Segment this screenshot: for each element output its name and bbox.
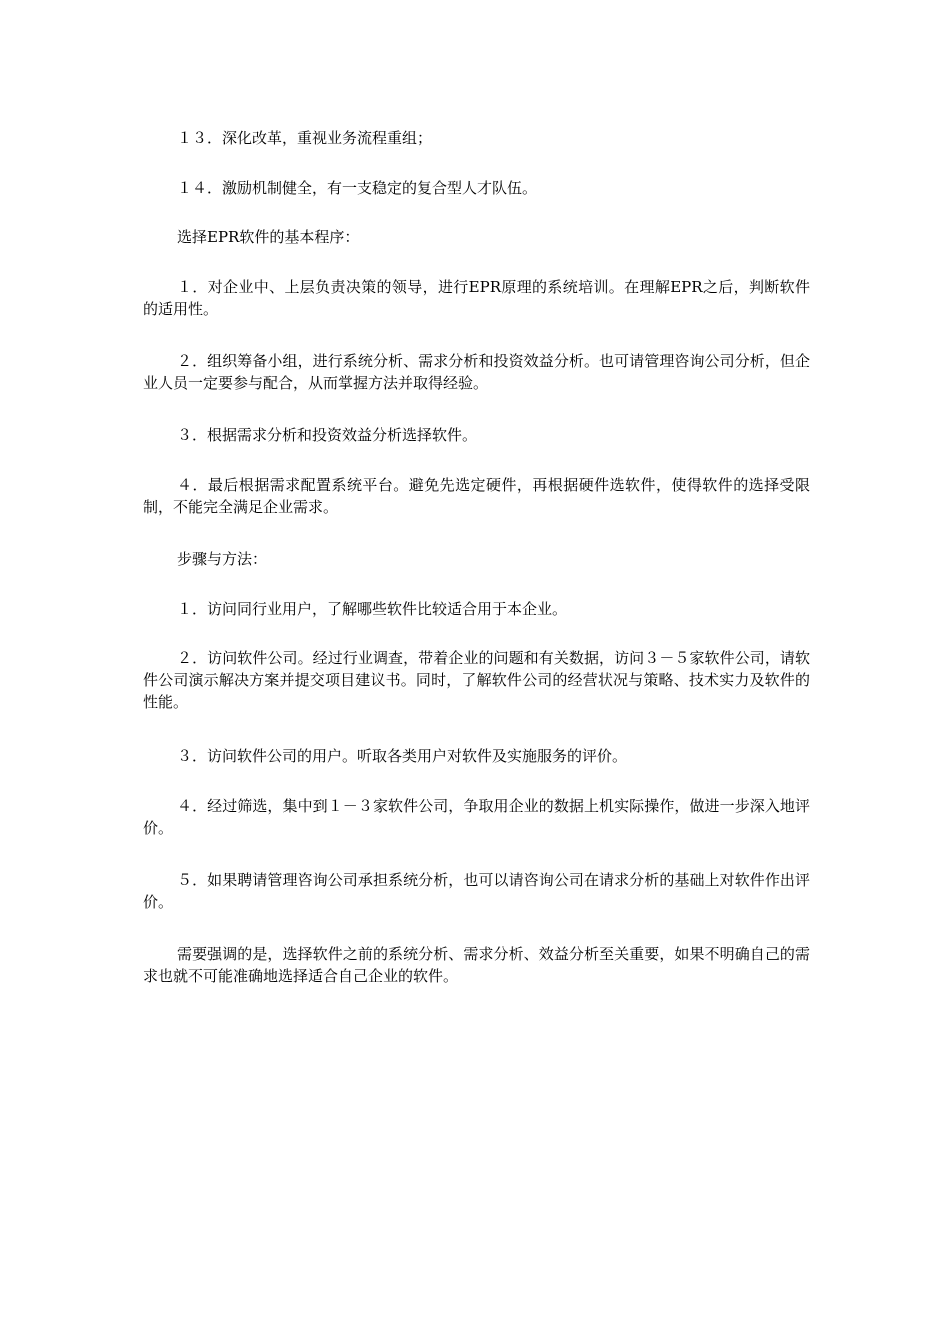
section-heading-procedure: 选择EPR软件的基本程序：: [177, 228, 360, 246]
paragraph-step-4: ４．经过筛选，集中到１－３家软件公司，争取用企业的数据上机实际操作，做进一步深入地评价。: [143, 797, 810, 837]
paragraph-procedure-1: １．对企业中、上层负责决策的领导，进行EPR原理的系统培训。在理解EPR之后，判断软件的适用性。: [143, 278, 810, 318]
paragraph-conclusion: 需要强调的是，选择软件之前的系统分析、需求分析、效益分析至关重要，如果不明确自己的需求也就不可能准确地选择适合自己企业的软件。: [143, 945, 810, 985]
paragraph-procedure-2: ２．组织筹备小组，进行系统分析、需求分析和投资效益分析。也可请管理咨询公司分析，但企业人员一定要参与配合，从而掌握方法并取得经验。: [143, 352, 810, 392]
paragraph-item-13: １３．深化改革，重视业务流程重组；: [177, 129, 433, 147]
paragraph-step-2: ２．访问软件公司。经过行业调查，带着企业的问题和有关数据，访问３－５家软件公司，请软件公司演示解决方案并提交项目建议书。同时，了解软件公司的经营状况与策略、技术实力及软件的性能。: [143, 649, 810, 711]
paragraph-procedure-4: ４．最后根据需求配置系统平台。避免先选定硬件，再根据硬件选软件，使得软件的选择受限制，不能完全满足企业需求。: [143, 476, 810, 516]
section-heading-steps: 步骤与方法：: [177, 550, 268, 568]
paragraph-step-5: ５．如果聘请管理咨询公司承担系统分析，也可以请咨询公司在请求分析的基础上对软件作出评价。: [143, 871, 810, 911]
paragraph-item-14: １４．激励机制健全，有一支稳定的复合型人才队伍。: [177, 179, 538, 197]
paragraph-procedure-3: ３．根据需求分析和投资效益分析选择软件。: [177, 426, 478, 444]
paragraph-step-1: １．访问同行业用户，了解哪些软件比较适合用于本企业。: [177, 600, 568, 618]
paragraph-step-3: ３．访问软件公司的用户。听取各类用户对软件及实施服务的评价。: [177, 747, 628, 765]
